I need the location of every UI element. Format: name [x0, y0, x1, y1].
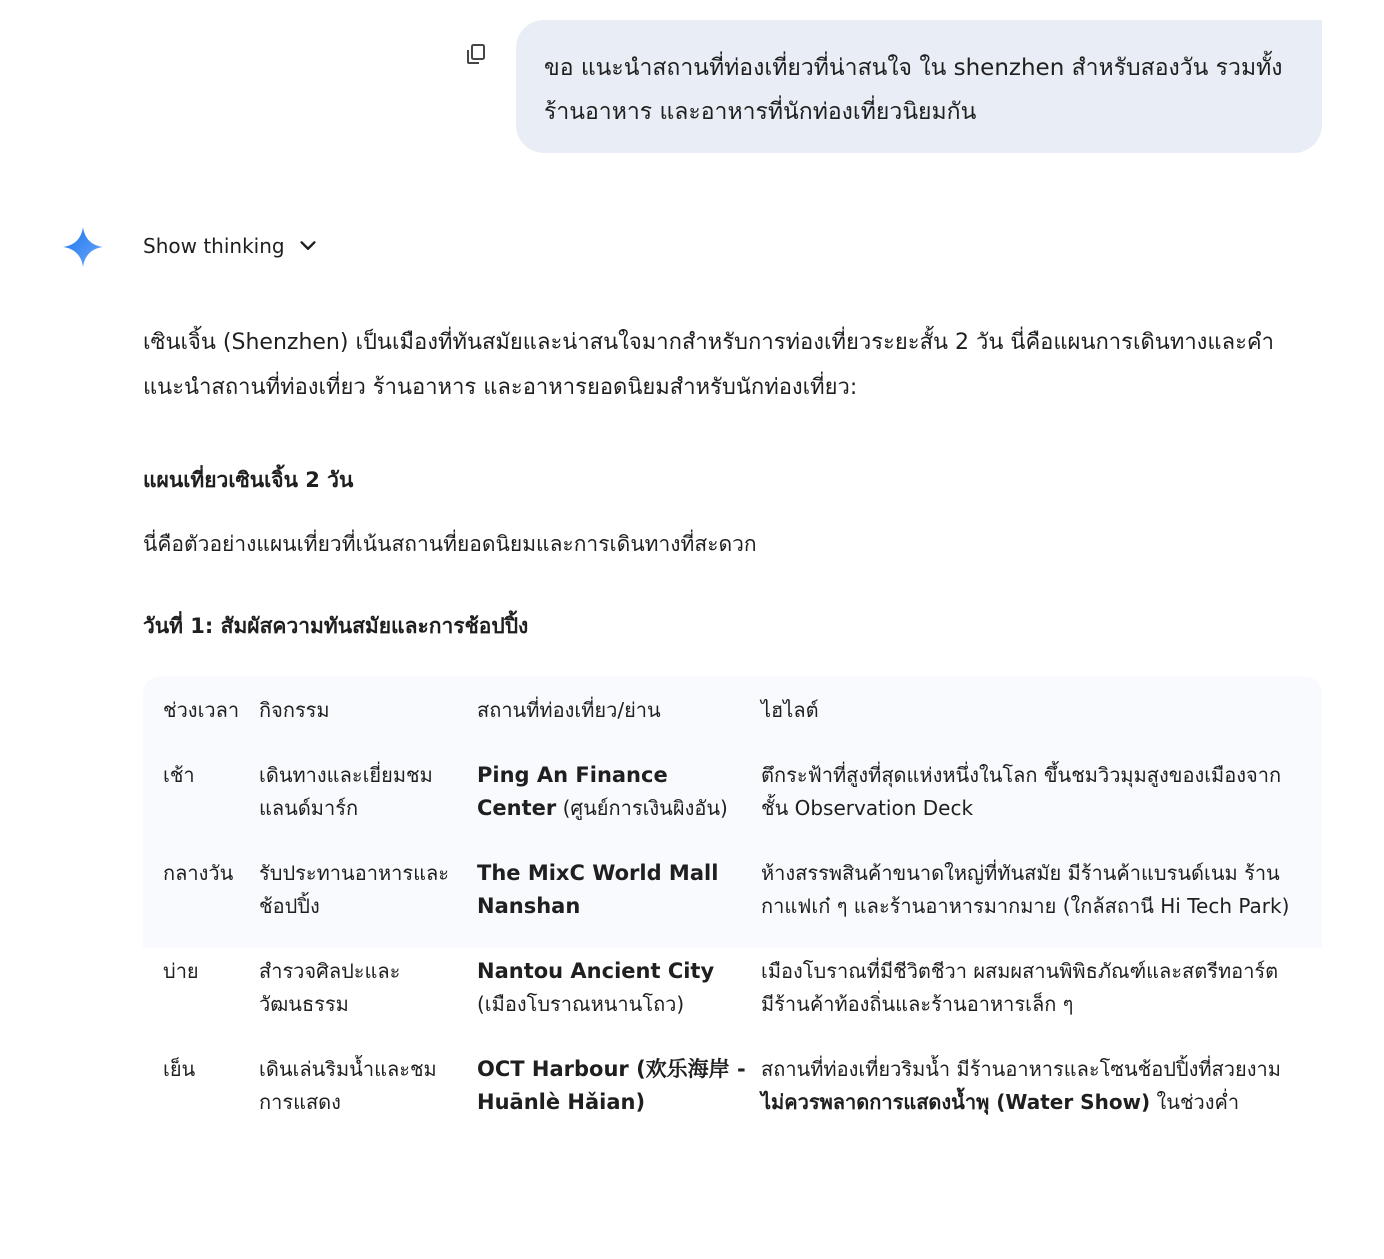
copy-prompt-button[interactable] [462, 40, 490, 68]
place-name: The MixC World Mall Nanshan [477, 861, 719, 918]
place-note: (เมืองโบราณหนานโถว) [477, 992, 685, 1016]
table-row [143, 949, 1322, 1047]
chevron-down-icon [297, 235, 319, 257]
cell-place [477, 949, 761, 1047]
response-intro: เซินเจิ้น (Shenzhen) เป็นเมืองที่ทันสมัยและน่าสนใจมากสำหรับการท่องเที่ยวระยะสั้น 2 วัน นี่คือแผนการเดินทางและคำแนะนำสถานที่ท่องเที่ยว ร้านอาหาร และอาหารยอดนิยมสำหรับนักท่องเที่ยว: [143, 330, 1274, 400]
user-prompt-text: ขอ แนะนำสถานที่ท่องเที่ยวที่น่าสนใจ ใน shenzhen สำหรับสองวัน รวมทั้งร้านอาหาร และอาหารที่นักท่องเที่ยวนิยมกัน [544, 55, 1283, 125]
cell-time: เย็น [163, 1057, 196, 1081]
place-name: Ping An Finance Center [477, 763, 668, 820]
itinerary-table [143, 688, 1322, 1145]
user-prompt-bubble [516, 20, 1322, 153]
table-row [143, 851, 1322, 949]
column-header-activity: กิจกรรม [259, 698, 330, 722]
plan-heading: แผนเที่ยวเซินเจิ้น 2 วัน [143, 468, 354, 492]
place-name: OCT Harbour (欢乐海岸 - Huānlè Hǎian) [477, 1057, 746, 1114]
cell-highlight [761, 1047, 1322, 1145]
column-header-highlight: ไฮไลต์ [761, 698, 819, 722]
cell-place [477, 1047, 761, 1145]
cell-activity: เดินเล่นริมน้ำและชมการแสดง [259, 1057, 437, 1114]
response-body [143, 320, 1323, 1114]
show-thinking-label: Show thinking [143, 234, 285, 258]
table-header-row [143, 688, 1322, 753]
copy-icon [464, 42, 488, 66]
cell-activity: รับประทานอาหารและช้อปปิ้ง [259, 861, 449, 918]
highlight-emphasis: ไม่ควรพลาดการแสดงน้ำพุ (Water Show) [761, 1090, 1151, 1114]
cell-highlight [761, 753, 1322, 851]
cell-activity: เดินทางและเยี่ยมชมแลนด์มาร์ก [259, 763, 433, 820]
itinerary-table-container [143, 676, 1322, 1114]
column-header-time: ช่วงเวลา [163, 698, 240, 722]
highlight-text: สถานที่ท่องเที่ยวริมน้ำ มีร้านอาหารและโซนช้อปปิ้งที่สวยงาม [761, 1057, 1281, 1081]
highlight-text: เมืองโบราณที่มีชีวิตชีวา ผสมผสานพิพิธภัณฑ์และสตรีทอาร์ต มีร้านค้าท้องถิ่นและร้านอาหารเล็ก ๆ [761, 959, 1279, 1016]
highlight-text: ตึกระฟ้าที่สูงที่สุดแห่งหนึ่งในโลก ขึ้นชมวิวมุมสูงของเมืองจากชั้น Observation Deck [761, 763, 1282, 820]
cell-time: เช้า [163, 763, 195, 787]
place-name: Nantou Ancient City [477, 959, 715, 983]
gemini-sparkle-icon [62, 226, 104, 268]
highlight-tail: ในช่วงค่ำ [1150, 1090, 1240, 1114]
table-row [143, 753, 1322, 851]
show-thinking-toggle[interactable] [143, 228, 319, 264]
cell-activity: สำรวจศิลปะและวัฒนธรรม [259, 959, 401, 1016]
highlight-text: ห้างสรรพสินค้าขนาดใหญ่ที่ทันสมัย มีร้านค้าแบรนด์เนม ร้านกาแฟเก๋ ๆ และร้านอาหารมากมาย (ใกล้สถานี Hi Tech Park) [761, 861, 1290, 918]
cell-time: กลางวัน [163, 861, 234, 885]
cell-highlight [761, 851, 1322, 949]
cell-place [477, 753, 761, 851]
plan-intro: นี่คือตัวอย่างแผนเที่ยวที่เน้นสถานที่ยอดนิยมและการเดินทางที่สะดวก [143, 532, 757, 556]
cell-place [477, 851, 761, 949]
cell-time: บ่าย [163, 959, 199, 983]
place-note: (ศูนย์การเงินผิงอัน) [556, 796, 728, 820]
table-row [143, 1047, 1322, 1145]
cell-highlight [761, 949, 1322, 1047]
column-header-place: สถานที่ท่องเที่ยว/ย่าน [477, 698, 661, 722]
day1-heading: วันที่ 1: สัมผัสความทันสมัยและการช้อปปิ้ง [143, 614, 529, 638]
